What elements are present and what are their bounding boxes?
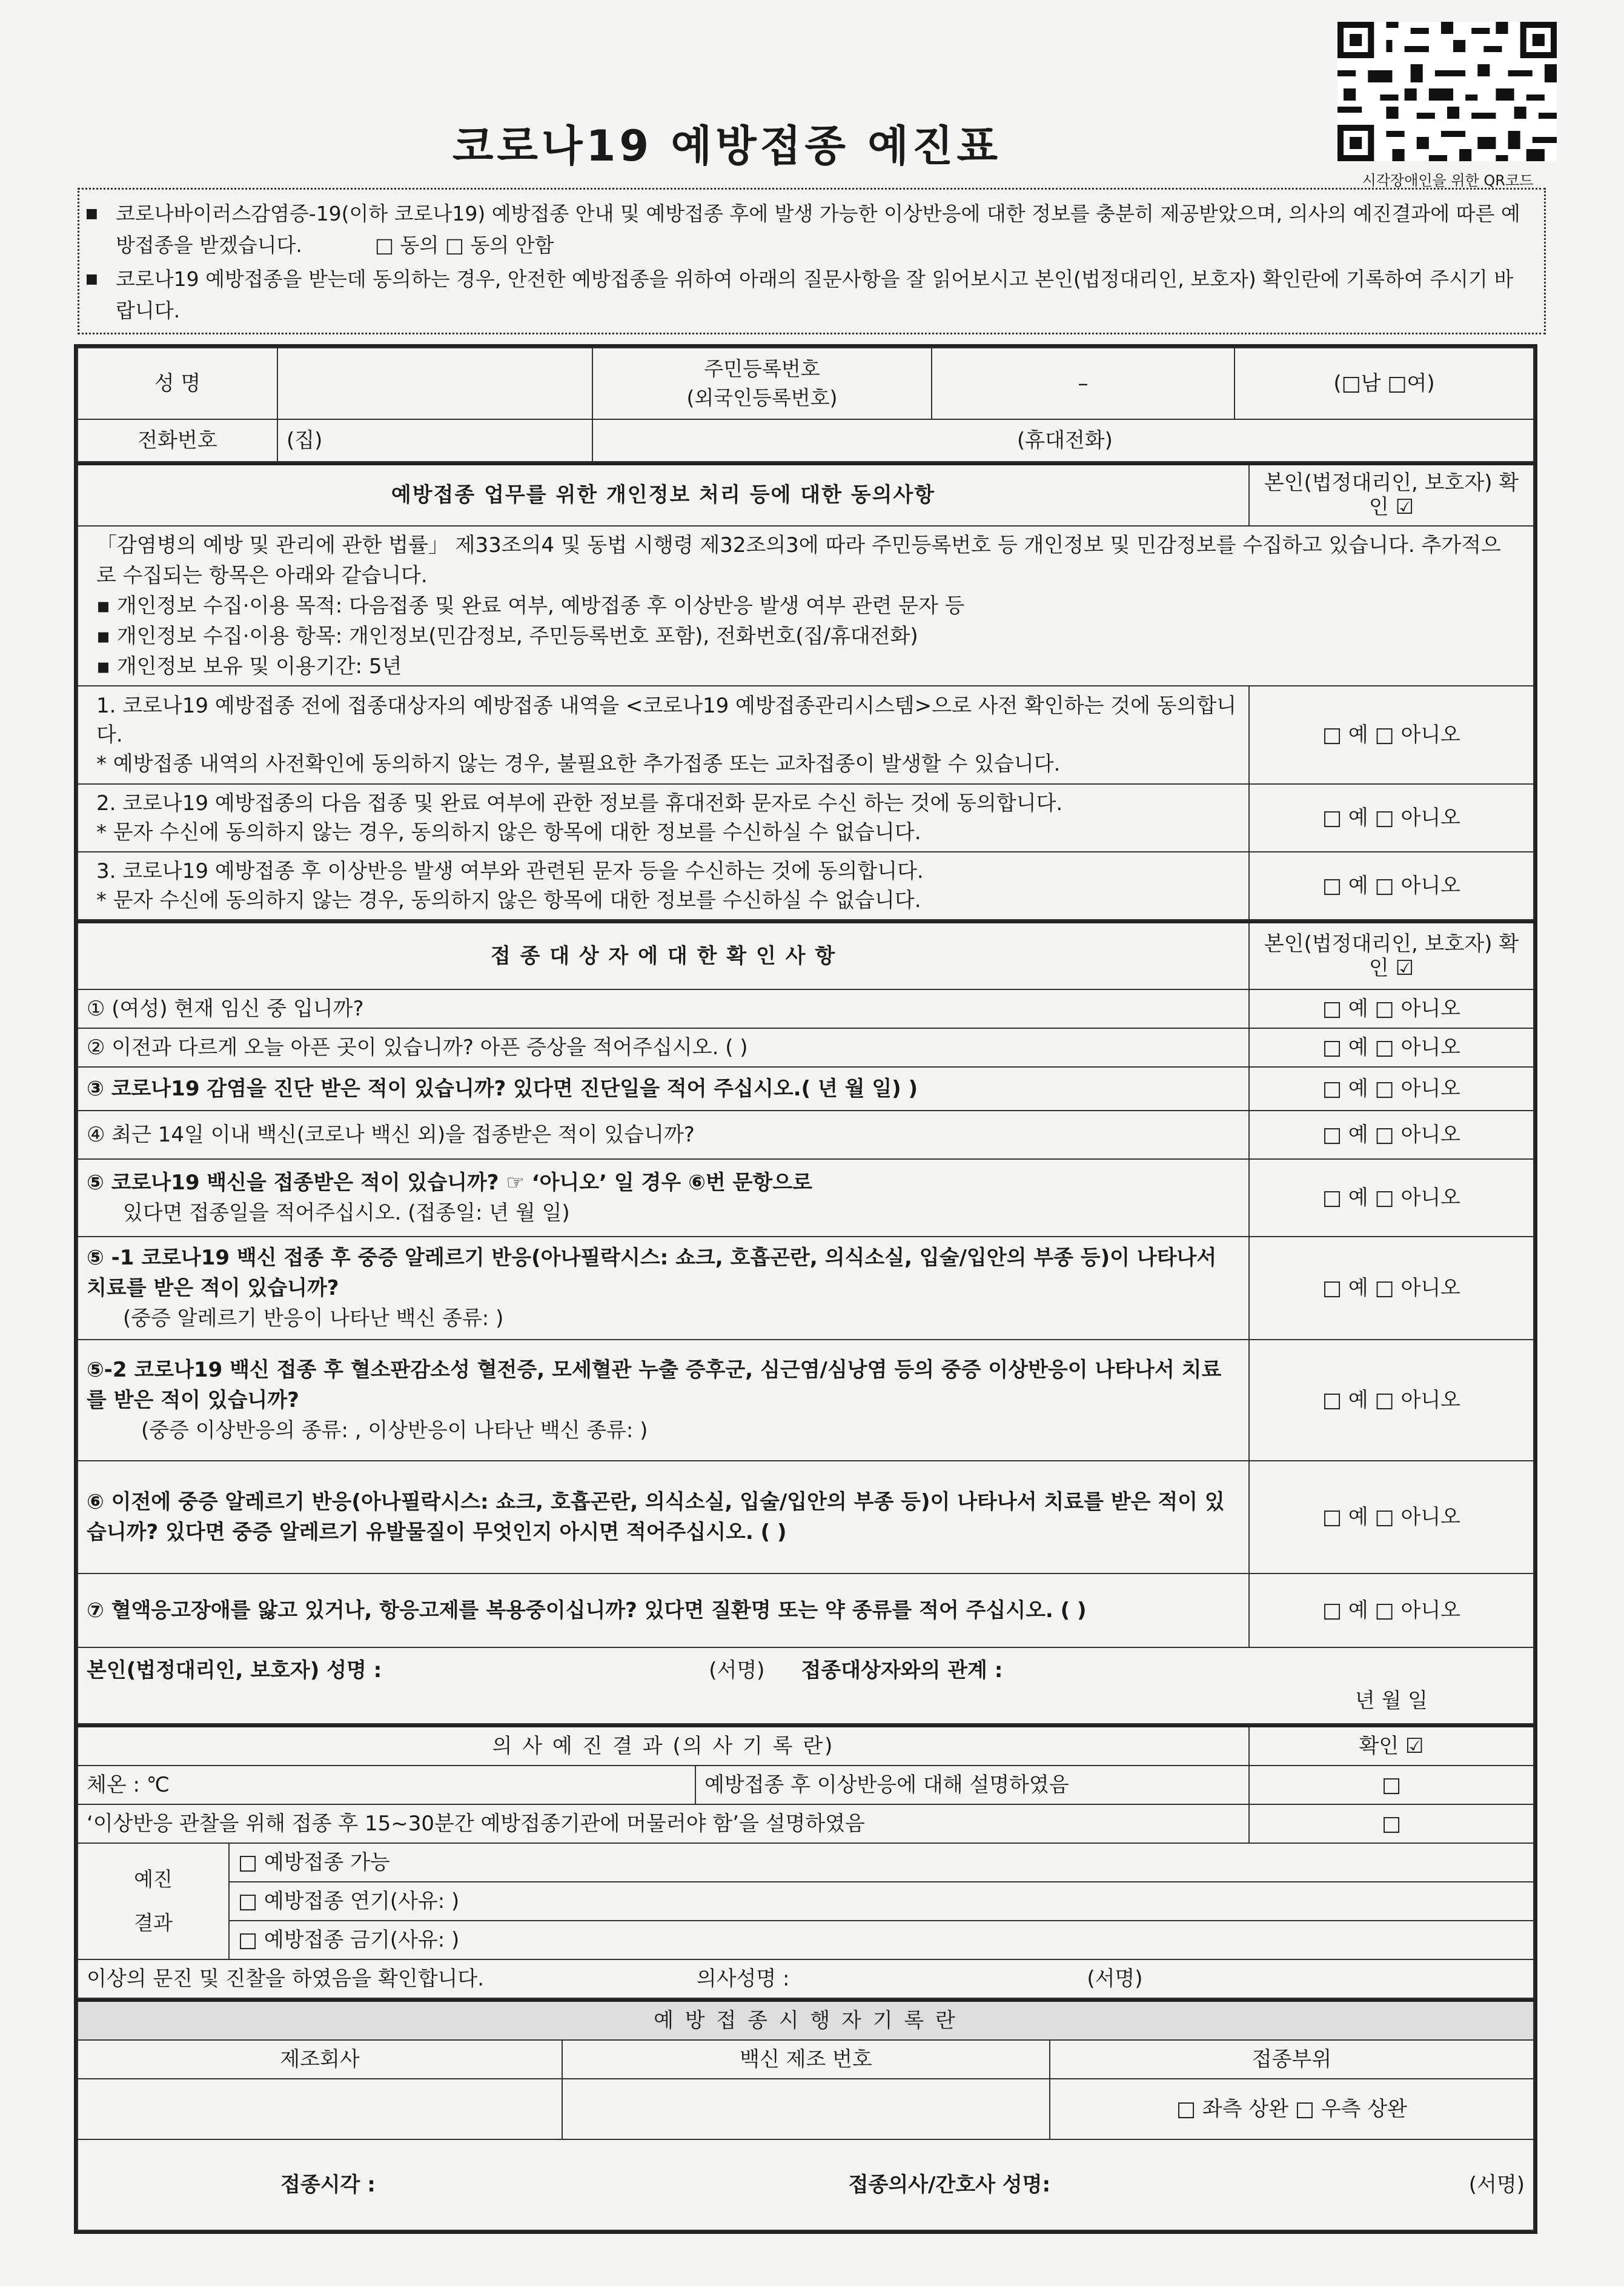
id-label (592, 348, 932, 419)
consent-item-2-text: 2. 코로나19 예방접종의 다음 접종 및 완료 여부에 관한 정보를 휴대전화 문자로 수신 하는 것에 동의합니다. (96, 791, 1063, 816)
consent-item-3-text: 3. 코로나19 예방접종 후 이상반응 발생 여부와 관련된 문자 등을 수신하는 것에 동의합니다. (96, 859, 924, 883)
question-5-date: 있다면 접종일을 적어주십시오. (접종일: 년 월 일) (123, 1201, 570, 1225)
qr-caption: 시각장애인을 위한 QR코드 (1362, 172, 1534, 189)
question-4-yn[interactable]: □ 예 □ 아니오 (1249, 1111, 1534, 1159)
question-7-yn[interactable]: □ 예 □ 아니오 (1249, 1573, 1534, 1647)
question-5-1 (78, 1237, 1249, 1340)
signer-sign-mark[interactable]: (서명) (709, 1658, 765, 1683)
question-5-1-text: ⑤ -1 코로나19 백신 접종 후 중증 알레르기 반응(아나필락시스: 쇼크, 호흡곤란, 의식소실, 입술/입안의 부종 등)이 나타나서 치료를 받은 적이 있습니까? (87, 1246, 1217, 1300)
consent-table (77, 462, 1534, 920)
personal-info-table (77, 347, 1534, 462)
result-option-delay[interactable]: □ 예방접종 연기(사유: ) (229, 1882, 1534, 1921)
admin-col-manufacturer: 제조회사 (78, 2040, 562, 2079)
signature-row (78, 1647, 1534, 1724)
result-option-contra[interactable]: □ 예방접종 금기(사유: ) (229, 1921, 1534, 1959)
question-5-1-vaccine: (중증 알레르기 반응이 나타난 백신 종류: ) (123, 1306, 504, 1331)
question-4: ④ 최근 14일 이내 백신(코로나 백신 외)을 접종받은 적이 있습니까? (78, 1111, 1249, 1159)
notice-line-1: 코로나바이러스감염증-19(이하 코로나19) 예방접종 안내 및 예방접종 후에 발생 가능한 이상반응에 대한 정보를 충분히 제공받았으며, 의사의 예진결과에 따른 예방접종을 받겠습니다. (116, 202, 1520, 257)
consent-item-2-yn[interactable]: □ 예 □ 아니오 (1249, 784, 1534, 852)
question-6: ⑥ 이전에 중증 알레르기 반응(아나필락시스: 쇼크, 호흡곤란, 의식소실, 입술/입안의 부종 등)이 나타나서 치료를 받은 적이 있습니까? 있다면 중증 알레르기 유발물질이 무엇인지 아시면 적어주십시오. ( ) (78, 1461, 1249, 1573)
consent-bullet-3: ▪ 개인정보 보유 및 이용기간: 5년 (96, 654, 402, 679)
doctor-confirm-label: 확인 ☑ (1249, 1726, 1534, 1766)
question-2: ② 이전과 다르게 오늘 아픈 곳이 있습니까? 아픈 증상을 적어주십시오. ( ) (78, 1028, 1249, 1067)
temperature-field[interactable]: 체온 : ℃ (78, 1766, 695, 1804)
doctor-confirm-text: 이상의 문진 및 진찰을 하였음을 확인합니다. (87, 1967, 485, 1991)
sign-date[interactable]: 년 월 일 (1354, 1689, 1428, 1713)
question-1-yn[interactable]: □ 예 □ 아니오 (1249, 989, 1534, 1028)
result-label-1: 예진 (134, 1867, 173, 1891)
mobile-phone-field[interactable]: (휴대전화) (592, 419, 1534, 462)
consent-item-1-text: 1. 코로나19 예방접종 전에 접종대상자의 예방접종 내역을 <코로나19 예방접종관리시스템>으로 사전 확인하는 것에 동의합니다. (96, 693, 1237, 747)
consent-item-1 (78, 686, 1249, 784)
question-3-yn[interactable]: □ 예 □ 아니오 (1249, 1067, 1534, 1111)
notice-line-2: 코로나19 예방접종을 받는데 동의하는 경우, 안전한 예방접종을 위하여 아래의 질문사항을 잘 읽어보시고 본인(법정대리인, 보호자) 확인란에 기록하여 주시기 바랍니다. (116, 267, 1514, 322)
consent-header: 예방접종 업무를 위한 개인정보 처리 등에 대한 동의사항 (78, 464, 1249, 526)
question-5-yn[interactable]: □ 예 □ 아니오 (1249, 1159, 1534, 1237)
agree-checkboxes[interactable]: □ 동의 □ 동의 안함 (374, 233, 554, 257)
check-confirm-label: 본인(법정대리인, 보호자) 확인 ☑ (1249, 922, 1534, 989)
notice-box (78, 188, 1546, 334)
manufacturer-field[interactable] (78, 2079, 562, 2139)
admin-header: 예 방 접 종 시 행 자 기 록 란 (78, 2001, 1534, 2041)
consent-item-3 (78, 852, 1249, 920)
result-label-2: 결과 (134, 1911, 173, 1935)
result-label (78, 1843, 229, 1959)
nurse-name-label[interactable]: 접종의사/간호사 성명: (848, 2173, 1051, 2197)
injection-site-options[interactable]: □ 좌측 상완 □ 우측 상완 (1050, 2079, 1534, 2139)
doctor-confirm-row (78, 1959, 1534, 1998)
question-5-2 (78, 1340, 1249, 1461)
lot-number-field[interactable] (562, 2079, 1050, 2139)
id-dash: – (1078, 371, 1089, 396)
consent-item-2 (78, 784, 1249, 852)
consent-item-1-note: * 예방접종 내역의 사전확인에 동의하지 않는 경우, 불필요한 추가접종 또는 교차접종이 발생할 수 있습니다. (96, 751, 1061, 776)
question-6-yn[interactable]: □ 예 □ 아니오 (1249, 1461, 1534, 1573)
doctor-name-label: 의사성명 : (696, 1967, 790, 1991)
check-table (77, 920, 1534, 1725)
question-5-2-types: (중증 이상반응의 종류: , 이상반응이 나타난 백신 종류: ) (141, 1418, 648, 1443)
id-label-main: 주민등록번호 (704, 357, 820, 380)
id-field[interactable] (932, 348, 1235, 419)
consent-item-3-note: * 문자 수신에 동의하지 않는 경우, 동의하지 않은 항목에 대한 정보를 수신하실 수 없습니다. (96, 888, 921, 912)
name-label: 성 명 (78, 348, 277, 419)
consent-intro-text: 「감염병의 예방 및 관리에 관한 법률」 제33조의4 및 동법 시행령 제32조의3에 따라 주민등록번호 등 개인정보 및 민감정보를 수집하고 있습니다. 추가적으로 수집되는 항목은 아래와 같습니다. (96, 533, 1501, 588)
doctor-sign-mark[interactable]: (서명) (1087, 1967, 1143, 1991)
form-main (74, 344, 1537, 2234)
id-label-foreign: (외국인등록번호) (686, 386, 838, 410)
consent-item-2-note: * 문자 수신에 동의하지 않는 경우, 동의하지 않은 항목에 대한 정보를 수신하실 수 없습니다. (96, 820, 921, 845)
admin-table (77, 1999, 1534, 2231)
admin-sign-row (78, 2139, 1534, 2230)
question-5-2-text: ⑤-2 코로나19 백신 접종 후 혈소판감소성 혈전증, 모세혈관 누출 증후군, 심근염/심낭염 등의 중증 이상반응이 나타나서 치료를 받은 적이 있습니까? (87, 1358, 1222, 1412)
check-header: 접 종 대 상 자 에 대 한 확 인 사 항 (78, 922, 1249, 989)
page-title: 코로나19 예방접종 예진표 (452, 121, 1002, 171)
doctor-table (77, 1724, 1534, 1999)
name-field[interactable] (277, 348, 592, 419)
question-7: ⑦ 혈액응고장애를 앓고 있거나, 항응고제를 복용중이십니까? 있다면 질환명 또는 약 종류를 적어 주십시오. ( ) (78, 1573, 1249, 1647)
question-5-text: ⑤ 코로나19 백신을 접종받은 적이 있습니까? ☞ ‘아니오’ 일 경우 ⑥번 문항으로 (87, 1171, 812, 1195)
consent-bullet-1: ▪ 개인정보 수집·이용 목적: 다음접종 및 완료 여부, 예방접종 후 이상반응 발생 여부 관련 문자 등 (96, 593, 965, 618)
consent-confirm-label: 본인(법정대리인, 보호자) 확인 ☑ (1249, 464, 1534, 526)
signer-name-label: 본인(법정대리인, 보호자) 성명 : (87, 1658, 382, 1683)
observe-text: ‘이상반응 관찰을 위해 접종 후 15~30분간 예방접종기관에 머물러야 함’을 설명하였음 (78, 1804, 1249, 1843)
question-2-yn[interactable]: □ 예 □ 아니오 (1249, 1028, 1534, 1067)
admin-col-lot: 백신 제조 번호 (562, 2040, 1050, 2079)
consent-bullet-2: ▪ 개인정보 수집·이용 항목: 개인정보(민감정보, 주민등록번호 포함), 전화번호(집/휴대전화) (96, 623, 918, 648)
injection-time-label[interactable]: 접종시각 : (280, 2173, 376, 2197)
explain-checkbox[interactable]: □ (1249, 1766, 1534, 1804)
home-phone-field[interactable]: (집) (277, 419, 592, 462)
phone-label: 전화번호 (78, 419, 277, 462)
qr-code-icon (1337, 22, 1557, 161)
consent-intro (78, 526, 1534, 686)
consent-item-3-yn[interactable]: □ 예 □ 아니오 (1249, 852, 1534, 920)
nurse-sign-mark[interactable]: (서명) (1468, 2173, 1525, 2197)
consent-item-1-yn[interactable]: □ 예 □ 아니오 (1249, 686, 1534, 784)
question-5 (78, 1159, 1249, 1237)
question-5-2-yn[interactable]: □ 예 □ 아니오 (1249, 1340, 1534, 1461)
doctor-header: 의 사 예 진 결 과 (의 사 기 록 란) (78, 1726, 1249, 1766)
result-option-possible[interactable]: □ 예방접종 가능 (229, 1843, 1534, 1882)
explain-text: 예방접종 후 이상반응에 대해 설명하였음 (695, 1766, 1249, 1804)
admin-col-site: 접종부위 (1050, 2040, 1534, 2079)
observe-checkbox[interactable]: □ (1249, 1804, 1534, 1843)
question-1: ① (여성) 현재 임신 중 입니까? (78, 989, 1249, 1028)
question-5-1-yn[interactable]: □ 예 □ 아니오 (1249, 1237, 1534, 1340)
question-3: ③ 코로나19 감염을 진단 받은 적이 있습니까? 있다면 진단일을 적어 주십시오.( 년 월 일) ) (78, 1067, 1249, 1111)
gender-field[interactable]: (□남 □여) (1235, 348, 1534, 419)
relation-label: 접종대상자와의 관계 : (801, 1658, 1003, 1683)
